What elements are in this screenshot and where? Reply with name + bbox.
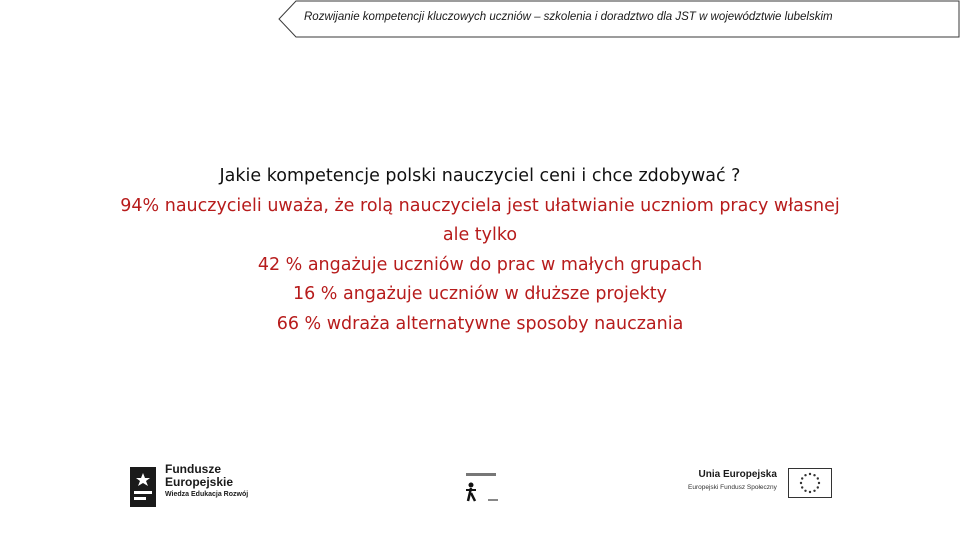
fe-text-block	[165, 463, 248, 498]
unia-europejska-text	[688, 469, 777, 491]
ue-subtitle: Europejski Fundusz Społeczny	[688, 484, 777, 491]
footer-logos	[0, 455, 960, 515]
partner-logo	[462, 465, 504, 507]
ue-title: Unia Europejska	[698, 469, 777, 480]
fundusze-europejskie-logo	[128, 461, 268, 511]
header-title: Rozwijanie kompetencji kluczowych uczniów – szkolenia i doradztwo dla JST w województwie lubelskim	[304, 11, 833, 23]
fe-line1: Fundusze	[165, 462, 221, 476]
connector-line: ale tylko	[442, 225, 518, 245]
stat-line-16: 16 % angażuje uczniów w dłuższe projekty	[292, 284, 668, 304]
fe-subtitle: Wiedza Edukacja Rozwój	[165, 491, 249, 498]
slide-question: Jakie kompetencje polski nauczyciel ceni i chce zdobywać ?	[219, 166, 741, 186]
fe-emblem-icon	[128, 465, 158, 509]
eu-stars-icon	[788, 468, 832, 498]
stat-line-94: 94% nauczycieli uważa, że rolą nauczyciela jest ułatwianie uczniom pracy własnej	[120, 195, 840, 216]
fe-line2: Europejskie	[165, 475, 234, 489]
header-banner	[278, 0, 960, 38]
stat-line-66: 66 % wdraża alternatywne sposoby nauczania	[276, 313, 684, 334]
partner-figure-icon	[462, 465, 504, 507]
stat-line-42: 42 % angażuje uczniów do prac w małych grupach	[257, 254, 703, 275]
slide-content	[40, 162, 920, 339]
eu-flag-icon	[788, 468, 832, 498]
